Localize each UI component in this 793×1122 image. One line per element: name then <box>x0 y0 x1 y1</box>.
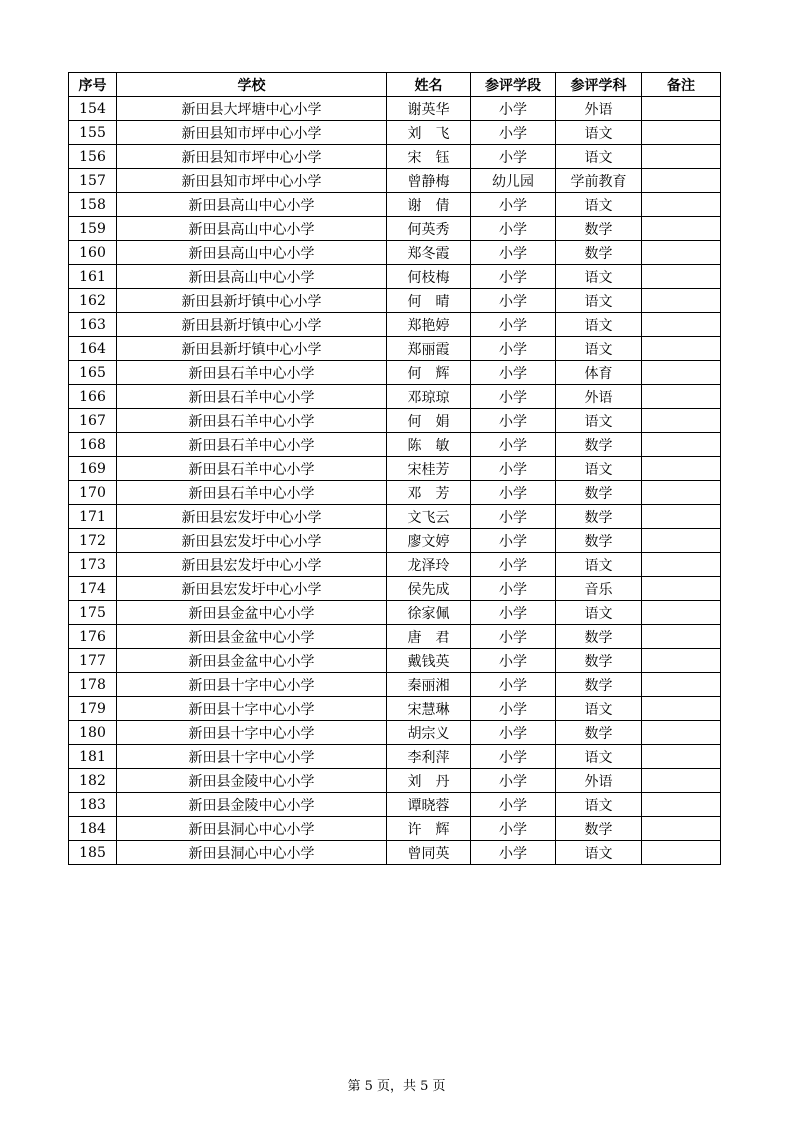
cell-name: 戴钱英 <box>387 649 471 673</box>
cell-level: 小学 <box>471 409 556 433</box>
cell-level: 小学 <box>471 577 556 601</box>
cell-name: 刘 飞 <box>387 121 471 145</box>
cell-subject: 外语 <box>556 385 642 409</box>
roster-table <box>68 72 721 865</box>
table-body <box>69 97 721 865</box>
cell-index: 184 <box>69 817 117 841</box>
cell-subject: 语文 <box>556 193 642 217</box>
cell-name: 唐 君 <box>387 625 471 649</box>
table-row <box>69 193 721 217</box>
cell-index: 183 <box>69 793 117 817</box>
cell-name: 宋 钰 <box>387 145 471 169</box>
cell-index: 176 <box>69 625 117 649</box>
cell-index: 163 <box>69 313 117 337</box>
cell-level: 小学 <box>471 673 556 697</box>
cell-school: 新田县宏发圩中心小学 <box>117 529 387 553</box>
cell-level: 小学 <box>471 625 556 649</box>
cell-index: 157 <box>69 169 117 193</box>
table-row <box>69 625 721 649</box>
cell-school: 新田县高山中心小学 <box>117 217 387 241</box>
cell-index: 182 <box>69 769 117 793</box>
table-row <box>69 169 721 193</box>
cell-remarks <box>642 121 721 145</box>
cell-level: 小学 <box>471 649 556 673</box>
cell-remarks <box>642 409 721 433</box>
cell-level: 小学 <box>471 841 556 865</box>
cell-subject: 数学 <box>556 433 642 457</box>
cell-index: 177 <box>69 649 117 673</box>
cell-remarks <box>642 289 721 313</box>
cell-remarks <box>642 697 721 721</box>
cell-subject: 语文 <box>556 265 642 289</box>
cell-level: 小学 <box>471 241 556 265</box>
table-row <box>69 577 721 601</box>
table-row <box>69 361 721 385</box>
cell-remarks <box>642 625 721 649</box>
table-row <box>69 289 721 313</box>
cell-name: 何 晴 <box>387 289 471 313</box>
cell-school: 新田县石羊中心小学 <box>117 481 387 505</box>
cell-index: 169 <box>69 457 117 481</box>
cell-index: 174 <box>69 577 117 601</box>
cell-level: 小学 <box>471 121 556 145</box>
cell-name: 曾静梅 <box>387 169 471 193</box>
header-index: 序号 <box>69 73 117 97</box>
cell-remarks <box>642 553 721 577</box>
cell-index: 175 <box>69 601 117 625</box>
cell-level: 小学 <box>471 145 556 169</box>
cell-level: 小学 <box>471 793 556 817</box>
cell-school: 新田县十字中心小学 <box>117 697 387 721</box>
cell-level: 小学 <box>471 697 556 721</box>
cell-index: 161 <box>69 265 117 289</box>
cell-subject: 数学 <box>556 241 642 265</box>
cell-index: 160 <box>69 241 117 265</box>
cell-level: 小学 <box>471 529 556 553</box>
cell-index: 154 <box>69 97 117 121</box>
cell-remarks <box>642 745 721 769</box>
cell-school: 新田县石羊中心小学 <box>117 385 387 409</box>
table-row <box>69 673 721 697</box>
cell-remarks <box>642 505 721 529</box>
cell-subject: 语文 <box>556 289 642 313</box>
table-row <box>69 265 721 289</box>
cell-level: 小学 <box>471 769 556 793</box>
cell-school: 新田县新圩镇中心小学 <box>117 337 387 361</box>
cell-name: 曾同英 <box>387 841 471 865</box>
cell-index: 172 <box>69 529 117 553</box>
cell-level: 小学 <box>471 385 556 409</box>
cell-name: 何 辉 <box>387 361 471 385</box>
cell-remarks <box>642 601 721 625</box>
cell-school: 新田县金陵中心小学 <box>117 769 387 793</box>
cell-school: 新田县高山中心小学 <box>117 265 387 289</box>
cell-subject: 语文 <box>556 145 642 169</box>
cell-level: 小学 <box>471 97 556 121</box>
cell-school: 新田县知市坪中心小学 <box>117 145 387 169</box>
cell-subject: 数学 <box>556 217 642 241</box>
cell-index: 185 <box>69 841 117 865</box>
cell-index: 179 <box>69 697 117 721</box>
cell-level: 幼儿园 <box>471 169 556 193</box>
table-row <box>69 385 721 409</box>
cell-subject: 数学 <box>556 625 642 649</box>
table-row <box>69 217 721 241</box>
cell-remarks <box>642 193 721 217</box>
cell-index: 158 <box>69 193 117 217</box>
cell-name: 侯先成 <box>387 577 471 601</box>
cell-school: 新田县石羊中心小学 <box>117 409 387 433</box>
cell-school: 新田县十字中心小学 <box>117 721 387 745</box>
cell-remarks <box>642 145 721 169</box>
cell-name: 何 娟 <box>387 409 471 433</box>
cell-remarks <box>642 313 721 337</box>
cell-subject: 数学 <box>556 505 642 529</box>
cell-remarks <box>642 649 721 673</box>
cell-remarks <box>642 385 721 409</box>
cell-name: 宋桂芳 <box>387 457 471 481</box>
table-row <box>69 817 721 841</box>
cell-remarks <box>642 769 721 793</box>
cell-remarks <box>642 337 721 361</box>
cell-remarks <box>642 97 721 121</box>
cell-name: 李利萍 <box>387 745 471 769</box>
cell-index: 171 <box>69 505 117 529</box>
cell-level: 小学 <box>471 745 556 769</box>
cell-school: 新田县宏发圩中心小学 <box>117 553 387 577</box>
cell-index: 170 <box>69 481 117 505</box>
cell-name: 谭晓蓉 <box>387 793 471 817</box>
cell-school: 新田县金陵中心小学 <box>117 793 387 817</box>
cell-subject: 数学 <box>556 529 642 553</box>
cell-school: 新田县大坪塘中心小学 <box>117 97 387 121</box>
cell-index: 156 <box>69 145 117 169</box>
cell-name: 郑冬霞 <box>387 241 471 265</box>
cell-level: 小学 <box>471 217 556 241</box>
cell-name: 邓琼琼 <box>387 385 471 409</box>
table-row <box>69 529 721 553</box>
table-row <box>69 601 721 625</box>
cell-level: 小学 <box>471 817 556 841</box>
cell-level: 小学 <box>471 193 556 217</box>
cell-remarks <box>642 169 721 193</box>
cell-name: 宋慧琳 <box>387 697 471 721</box>
cell-name: 秦丽湘 <box>387 673 471 697</box>
cell-subject: 数学 <box>556 817 642 841</box>
cell-name: 何英秀 <box>387 217 471 241</box>
cell-school: 新田县知市坪中心小学 <box>117 121 387 145</box>
cell-subject: 语文 <box>556 793 642 817</box>
cell-subject: 体育 <box>556 361 642 385</box>
cell-subject: 外语 <box>556 769 642 793</box>
cell-remarks <box>642 817 721 841</box>
cell-subject: 语文 <box>556 745 642 769</box>
cell-school: 新田县新圩镇中心小学 <box>117 313 387 337</box>
cell-name: 郑艳婷 <box>387 313 471 337</box>
cell-school: 新田县十字中心小学 <box>117 745 387 769</box>
cell-index: 166 <box>69 385 117 409</box>
cell-remarks <box>642 577 721 601</box>
header-school: 学校 <box>117 73 387 97</box>
cell-index: 159 <box>69 217 117 241</box>
table-row <box>69 481 721 505</box>
cell-remarks <box>642 217 721 241</box>
cell-subject: 语文 <box>556 409 642 433</box>
cell-remarks <box>642 841 721 865</box>
cell-index: 155 <box>69 121 117 145</box>
table-row <box>69 697 721 721</box>
cell-school: 新田县洞心中心小学 <box>117 841 387 865</box>
cell-name: 廖文婷 <box>387 529 471 553</box>
cell-name: 陈 敏 <box>387 433 471 457</box>
cell-index: 162 <box>69 289 117 313</box>
table-row <box>69 553 721 577</box>
header-subject: 参评学科 <box>556 73 642 97</box>
table-row <box>69 769 721 793</box>
cell-name: 徐家佩 <box>387 601 471 625</box>
cell-subject: 学前教育 <box>556 169 642 193</box>
cell-subject: 语文 <box>556 121 642 145</box>
cell-subject: 数学 <box>556 481 642 505</box>
cell-level: 小学 <box>471 553 556 577</box>
header-level: 参评学段 <box>471 73 556 97</box>
cell-school: 新田县洞心中心小学 <box>117 817 387 841</box>
cell-remarks <box>642 361 721 385</box>
cell-level: 小学 <box>471 433 556 457</box>
cell-subject: 语文 <box>556 313 642 337</box>
cell-name: 许 辉 <box>387 817 471 841</box>
cell-remarks <box>642 721 721 745</box>
cell-school: 新田县高山中心小学 <box>117 193 387 217</box>
cell-level: 小学 <box>471 721 556 745</box>
cell-remarks <box>642 241 721 265</box>
table-row <box>69 313 721 337</box>
cell-school: 新田县宏发圩中心小学 <box>117 577 387 601</box>
cell-remarks <box>642 529 721 553</box>
table-row <box>69 433 721 457</box>
cell-index: 168 <box>69 433 117 457</box>
cell-school: 新田县高山中心小学 <box>117 241 387 265</box>
table-row <box>69 649 721 673</box>
cell-index: 167 <box>69 409 117 433</box>
cell-subject: 语文 <box>556 697 642 721</box>
cell-school: 新田县十字中心小学 <box>117 673 387 697</box>
cell-remarks <box>642 793 721 817</box>
cell-level: 小学 <box>471 337 556 361</box>
cell-school: 新田县知市坪中心小学 <box>117 169 387 193</box>
cell-subject: 数学 <box>556 673 642 697</box>
cell-school: 新田县宏发圩中心小学 <box>117 505 387 529</box>
table-header <box>69 73 721 97</box>
cell-remarks <box>642 457 721 481</box>
cell-name: 谢英华 <box>387 97 471 121</box>
cell-name: 文飞云 <box>387 505 471 529</box>
cell-school: 新田县石羊中心小学 <box>117 361 387 385</box>
cell-index: 165 <box>69 361 117 385</box>
cell-level: 小学 <box>471 601 556 625</box>
header-name: 姓名 <box>387 73 471 97</box>
cell-subject: 数学 <box>556 649 642 673</box>
cell-name: 刘 丹 <box>387 769 471 793</box>
cell-subject: 数学 <box>556 721 642 745</box>
cell-name: 胡宗义 <box>387 721 471 745</box>
cell-remarks <box>642 433 721 457</box>
table-row <box>69 337 721 361</box>
cell-index: 181 <box>69 745 117 769</box>
cell-name: 龙泽玲 <box>387 553 471 577</box>
cell-subject: 语文 <box>556 457 642 481</box>
table-row <box>69 793 721 817</box>
table-row <box>69 241 721 265</box>
cell-school: 新田县金盆中心小学 <box>117 625 387 649</box>
cell-school: 新田县石羊中心小学 <box>117 433 387 457</box>
cell-remarks <box>642 481 721 505</box>
cell-school: 新田县石羊中心小学 <box>117 457 387 481</box>
cell-level: 小学 <box>471 265 556 289</box>
cell-name: 何枝梅 <box>387 265 471 289</box>
cell-remarks <box>642 265 721 289</box>
cell-level: 小学 <box>471 313 556 337</box>
table-row <box>69 745 721 769</box>
cell-name: 谢 倩 <box>387 193 471 217</box>
cell-name: 郑丽霞 <box>387 337 471 361</box>
cell-school: 新田县金盆中心小学 <box>117 649 387 673</box>
page-number: 第 5 页，共 5 页 <box>347 1079 446 1094</box>
table-row <box>69 505 721 529</box>
table-row <box>69 721 721 745</box>
table-row <box>69 145 721 169</box>
header-row <box>69 73 721 97</box>
cell-level: 小学 <box>471 289 556 313</box>
cell-subject: 语文 <box>556 553 642 577</box>
cell-level: 小学 <box>471 457 556 481</box>
cell-subject: 语文 <box>556 337 642 361</box>
header-remarks: 备注 <box>642 73 721 97</box>
cell-name: 邓 芳 <box>387 481 471 505</box>
cell-level: 小学 <box>471 505 556 529</box>
cell-remarks <box>642 673 721 697</box>
table-row <box>69 121 721 145</box>
table-row <box>69 457 721 481</box>
cell-index: 164 <box>69 337 117 361</box>
cell-subject: 语文 <box>556 601 642 625</box>
cell-index: 180 <box>69 721 117 745</box>
table-row <box>69 409 721 433</box>
cell-school: 新田县金盆中心小学 <box>117 601 387 625</box>
cell-index: 178 <box>69 673 117 697</box>
cell-index: 173 <box>69 553 117 577</box>
cell-level: 小学 <box>471 361 556 385</box>
cell-subject: 语文 <box>556 841 642 865</box>
cell-subject: 音乐 <box>556 577 642 601</box>
table-row <box>69 97 721 121</box>
cell-level: 小学 <box>471 481 556 505</box>
table-row <box>69 841 721 865</box>
cell-school: 新田县新圩镇中心小学 <box>117 289 387 313</box>
cell-subject: 外语 <box>556 97 642 121</box>
